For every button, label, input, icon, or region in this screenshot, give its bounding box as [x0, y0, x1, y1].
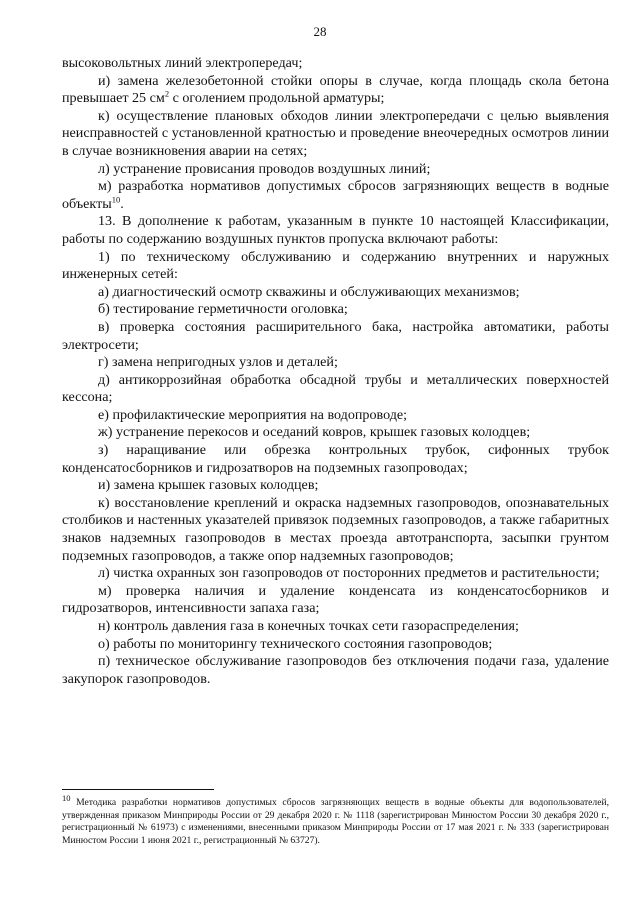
paragraph-item-z: з) наращивание или обрезка контрольных трубок, сифонных трубок конденсатосборников и гидрозатворов на подземных газопроводах; — [62, 442, 609, 476]
paragraph-item-i2: и) замена крышек газовых колодцев; — [98, 477, 319, 494]
paragraph-item-k2: к) восстановление креплений и окраска надземных газопроводов, опознавательных столбиков и настенных указателей привязок подземных газопроводов, а также габаритных знаков надземных газопроводов в местах проезда автотранспорта, засыпки грунтом подземных газопроводов, а также опор надземных газопроводов; — [62, 494, 609, 564]
footnote-marker: 10 — [62, 792, 71, 803]
footnote — [62, 792, 609, 847]
paragraph-section-13: 13. В дополнение к работам, указанным в пункте 10 настоящей Классификации, работы по содержанию воздушных пунктов пропуска включают работы: — [62, 213, 609, 247]
paragraph-item-a: а) диагностический осмотр скважины и обслуживающих механизмов; — [98, 283, 520, 300]
paragraph-item-p: п) техническое обслуживание газопроводов без отключения подачи газа, удаление закупорок газопроводов. — [62, 653, 609, 687]
paragraph-item-n: н) контроль давления газа в конечных точках сети газораспределения; — [98, 618, 519, 634]
paragraph-item-g: г) замена непригодных узлов и деталей; — [98, 354, 338, 371]
paragraph-item-m: м) разработка нормативов допустимых сбросов загрязняющих веществ в водные объекты$^{10}$. — [62, 178, 609, 212]
paragraph-item-l: л) устранение провисания проводов воздушных линий; — [98, 160, 431, 177]
paragraph-item-v: в) проверка состояния расширительного бака, настройка автоматики, работы электросети; — [62, 318, 609, 353]
paragraph-item-o: о) работы по мониторингу технического состояния газопроводов; — [98, 635, 493, 652]
paragraph-item-l2: л) чистка охранных зон газопроводов от посторонних предметов и растительности; — [98, 565, 600, 582]
paragraph-item-b: б) тестирование герметичности оголовка; — [98, 301, 348, 318]
superscript: 2 — [164, 88, 170, 99]
paragraph-item-zh: ж) устранение перекосов и оседаний ковров, крышек газовых колодцев; — [98, 424, 531, 441]
paragraph-item-e: е) профилактические мероприятия на водопроводе; — [98, 406, 408, 423]
paragraph-subsection-1: 1) по техническому обслуживанию и содержанию внутренних и наружных инженерных сетей: — [62, 248, 609, 283]
document-body — [62, 55, 609, 688]
footnote-divider — [62, 789, 214, 790]
footnote-reference: 10 — [111, 194, 121, 205]
paragraph-item-d: д) антикоррозийная обработка обсадной трубы и металлических поверхностей кессона; — [62, 371, 609, 406]
paragraph-item-k: к) осуществление плановых обходов линии электропередачи с целью выявления неисправностей с установленной кратностью и проведение внеочередных осмотров линии в случае возникновения аварии на сетях; — [62, 107, 609, 159]
page-number: 28 — [313, 24, 327, 39]
paragraph-item-i: и) замена железобетонной стойки опоры в случае, когда площадь скола бетона превышает 25 $см^2$ с оголением продольной арматуры; — [62, 72, 609, 107]
paragraph-item-m2: м) проверка наличия и удаление конденсата из конденсатосборников и гидрозатворов, интенсивности запаха газа; — [62, 582, 609, 617]
paragraph-continuation: высоковольтных линий электропередач; — [62, 55, 303, 71]
footnote-text: Методика разработки нормативов допустимых сбросов загрязняющих веществ в водные объекты для водопользователей, утвержденная приказом Минприроды России от 29 декабря 2020 г. № 1118 (зарегистрирован Минюстом России 30 декабря 2020 г., регистрационный № 61973) с изменениями, внесенными приказом Минприроды России от 17 мая 2021 г. № 333 (зарегистрирован Минюстом России 1 июня 2021 г., регистрационный № 63727). — [62, 797, 609, 846]
